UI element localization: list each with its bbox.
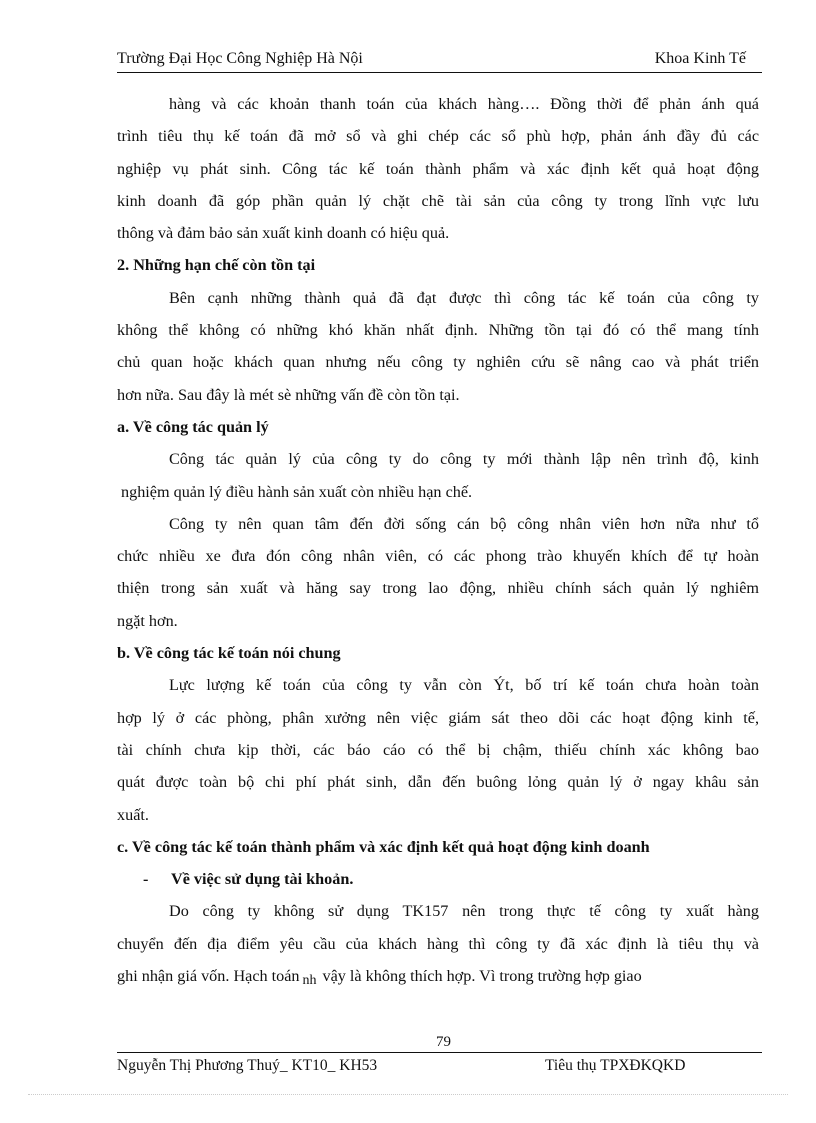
paragraph-line: hàng và các khoản thanh toán của khách hàng…. Đồng thời để phản ánh quá [169,95,759,113]
paragraph-line: thiện trong sản xuất và hăng say trong lao động, nhiều chính sách quản lý nghiêm [117,579,759,598]
document-body [117,93,759,997]
header-school: Trường Đại Học Công Nghiệp Hà Nội [117,50,363,67]
paragraph-line: chủ quan hoặc khách quan nhưng nếu công ty nghiên cứu sẽ nâng cao và phát triển [117,353,759,372]
paragraph-line: Công ty nên quan tâm đến đời sống cán bộ công nhân viên hơn nữa như tổ [169,514,759,533]
bullet-dash: - [143,870,149,889]
subsection-heading: b. Về công tác kế toán nói chung [117,644,341,663]
text-fragment: vậy là không thích hợp. Vì trong trường hợp giao [322,967,642,986]
paragraph-line: nghiệm quản lý điều hành sản xuất còn nhiều hạn chế. [121,482,473,501]
paragraph-line: quát được toàn bộ chi phí phát sinh, dẫn đến buông lỏng quản lý ở ngay khâu sản [117,773,759,792]
text-fragment: ghi nhận giá vốn. Hạch toán [117,967,300,986]
paragraph-line: Lực lượng kế toán của công ty vẫn còn Ýt, bố trí kế toán chưa hoàn toàn [169,676,759,695]
paragraph-line: không thể không có những khó khăn nhất định. Những tồn tại đó có thể mang tính [117,321,759,340]
paragraph-line: ngặt hơn. [117,611,178,630]
footer-topic: Tiêu thụ TPXĐKQKD [545,1057,686,1074]
section-heading: 2. Những hạn chế còn tồn tại [117,256,316,275]
paragraph-line: kinh doanh đã góp phần quản lý chặt chẽ tài sản của công ty trong lĩnh vực lưu [117,191,759,210]
paragraph-line: hơn nữa. Sau đây là mét sè những vấn đề còn tồn tại. [117,385,460,404]
text-fragment-small: nh [302,973,317,989]
page-boundary [28,1094,788,1095]
page-header [117,50,762,73]
paragraph-line: xuất. [117,805,149,824]
footer-divider [117,1052,762,1053]
paragraph-line: tài chính chưa kịp thời, các báo cáo có thể bị chậm, thiếu chính xác không bao [117,740,759,759]
paragraph-line: Công tác quản lý của công ty do công ty mới thành lập nên trình độ, kinh [169,450,759,469]
bullet-item [117,868,759,900]
paragraph-line: chức nhiều xe đưa đón công nhân viên, có các phong trào khuyến khích để tự hoàn [117,547,759,566]
paragraph-line: hợp lý ở các phòng, phân xưởng nên việc giám sát theo dõi các hoạt động kinh tế, [117,708,759,727]
paragraph-line: nghiệp vụ phát sinh. Công tác kế toán thành phẩm và xác định kết quả hoạt động [117,159,759,178]
paragraph-line [117,965,759,997]
header-faculty: Khoa Kinh Tế [654,50,746,67]
footer-author: Nguyễn Thị Phương Thuý_ KT10_ KH53 [117,1057,378,1074]
paragraph-line: thông và đảm bảo sản xuất kinh doanh có hiệu quả. [117,224,450,243]
paragraph-line: trình tiêu thụ kế toán đã mở sổ và ghi chép các sổ phù hợp, phản ánh đầy đủ các [117,127,759,146]
page-number: 79 [436,1034,451,1050]
paragraph-line: chuyển đến địa điểm yêu cầu của khách hàng thì công ty đã xác định là tiêu thụ và [117,934,759,953]
bullet-text: Về việc sử dụng tài khoản. [171,870,354,889]
paragraph-line: Do công ty không sử dụng TK157 nên trong thực tế công ty xuất hàng [169,902,759,921]
paragraph-line: Bên cạnh những thành quả đã đạt được thì công tác kế toán của công ty [169,288,759,307]
subsection-heading: c. Về công tác kế toán thành phẩm và xác định kết quả hoạt động kinh doanh [117,837,650,856]
subsection-heading: a. Về công tác quản lý [117,417,269,436]
